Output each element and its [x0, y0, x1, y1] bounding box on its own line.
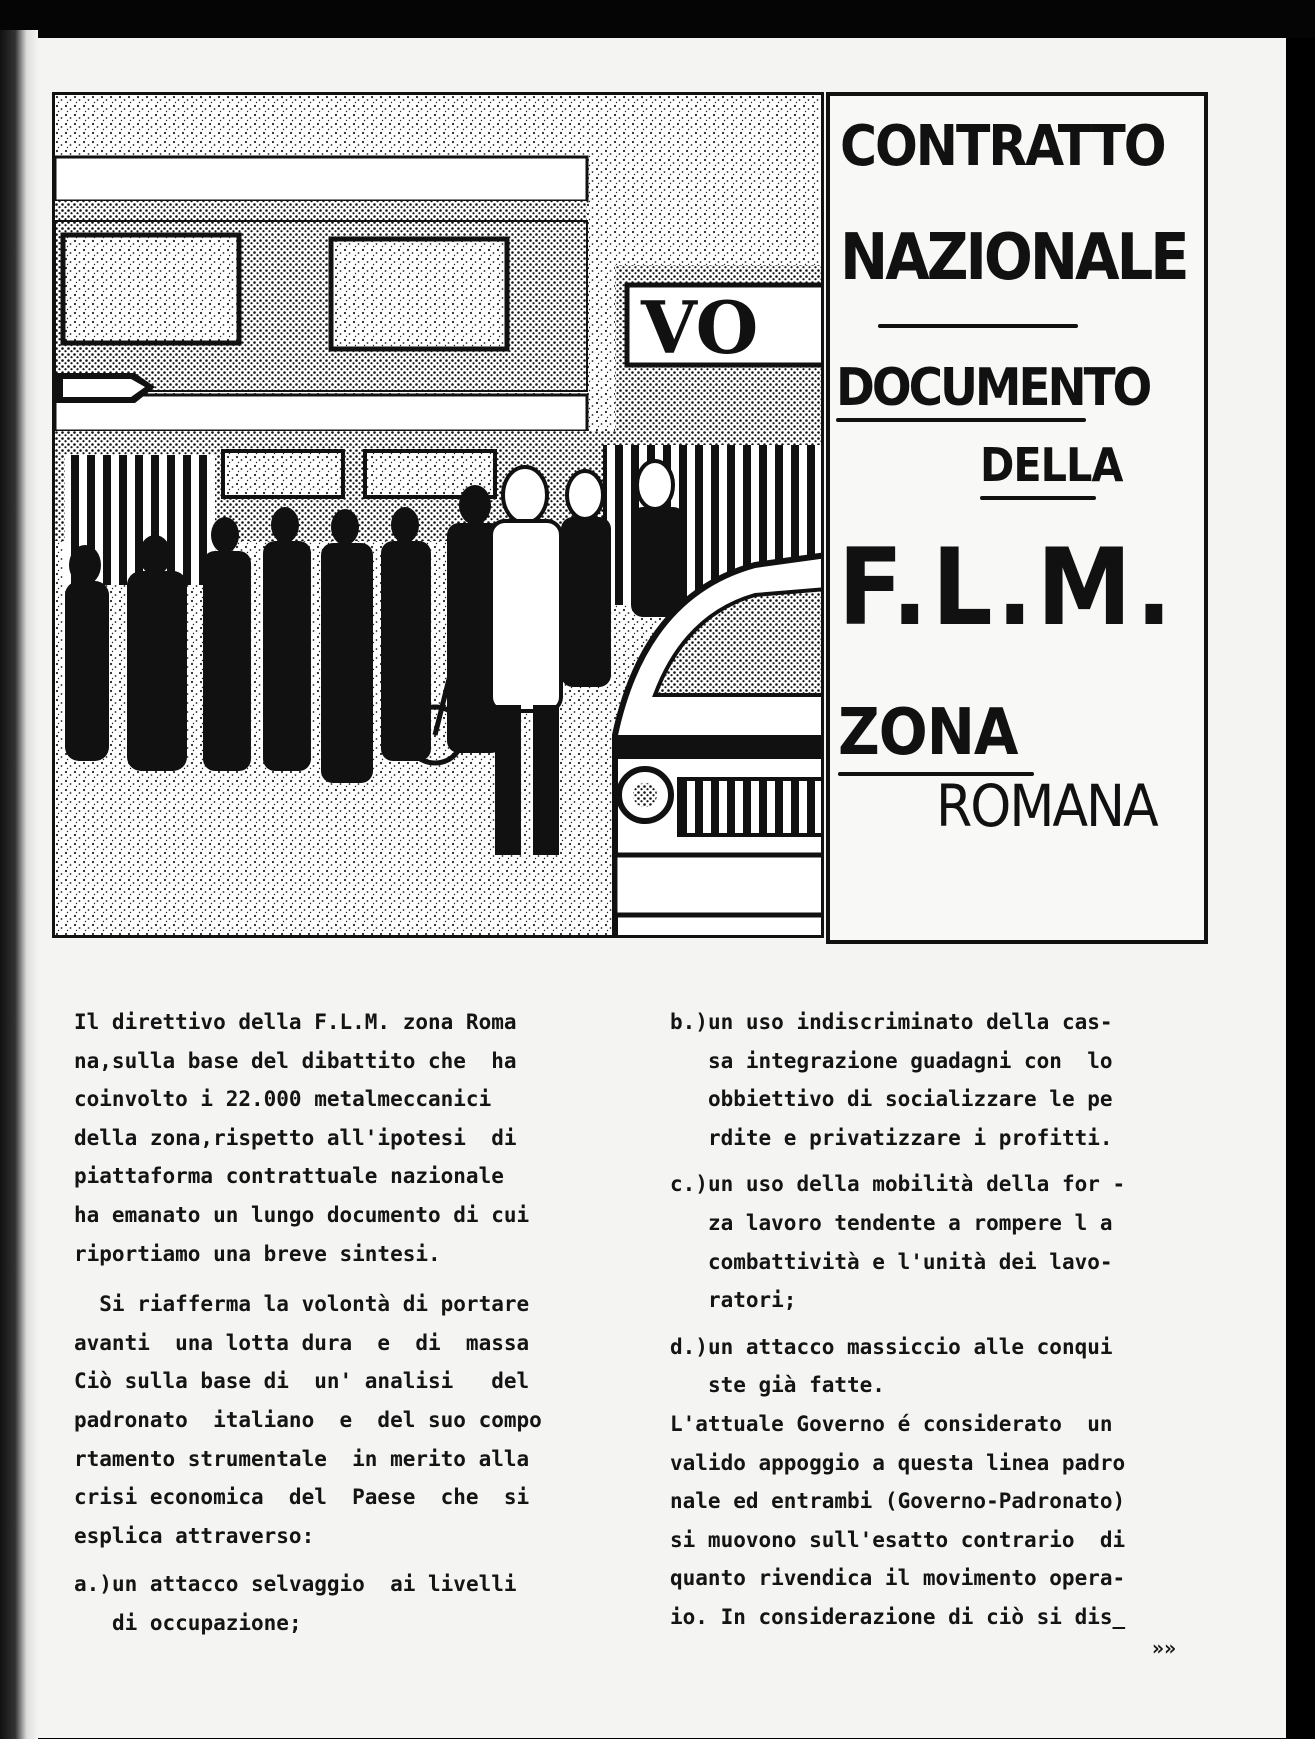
list-item-c-line: za lavoro tendente a rompere l a: [707, 1210, 1113, 1235]
title-flm: F.L.M.: [838, 526, 1176, 649]
right-para-line: io. In considerazione di ciò si dis_: [670, 1604, 1126, 1629]
right-para-line: valido appoggio a questa linea padro: [670, 1450, 1126, 1475]
list-item-b-line: obbiettivo di socializzare le pe: [707, 1087, 1113, 1112]
title-zona: ZONA: [838, 696, 1018, 770]
left-para1-line: piattaforma contrattuale nazionale: [74, 1164, 504, 1189]
right-para-line: si muovono sull'esatto contrario di: [670, 1527, 1126, 1552]
title-documento: DOCUMENTO: [836, 358, 1150, 418]
right-para-line: L'attuale Governo é considerato un: [670, 1411, 1113, 1436]
title-della: DELLA: [980, 438, 1123, 492]
left-para1-line: Il direttivo della F.L.M. zona Roma: [74, 1010, 517, 1034]
left-para2-line: padronato italiano e del suo compo: [74, 1407, 542, 1432]
list-item-c: [670, 1165, 1210, 1319]
left-para1-line: ha emanato un lungo documento di cui: [74, 1202, 530, 1227]
list-item-b-label: b.): [670, 1010, 708, 1034]
left-para1-line: coinvolto i 22.000 metalmeccanici: [74, 1087, 492, 1112]
left-para2-line: Si riafferma la volontà di portare: [74, 1292, 530, 1317]
text-column-left: [74, 1003, 614, 1643]
right-para-line: quanto rivendica il movimento opera-: [670, 1566, 1126, 1591]
left-para2-line: esplica attraverso:: [74, 1523, 315, 1548]
list-item-a-label: a.): [74, 1572, 112, 1597]
list-item-b: [670, 1003, 1210, 1157]
list-item-b-line: un uso indiscriminato della cas-: [707, 1010, 1113, 1034]
title-underline-3: [980, 496, 1096, 500]
right-para-line: nale ed entrambi (Governo-Padronato): [670, 1489, 1126, 1514]
left-para1-line: riportiamo una breve sintesi.: [74, 1241, 441, 1266]
left-para2-line: crisi economica del Paese che si: [74, 1485, 530, 1510]
list-item-d: [670, 1328, 1210, 1405]
left-para2-line: Ciò sulla base di un' analisi del: [74, 1369, 530, 1394]
title-nazionale: NAZIONALE: [840, 221, 1187, 295]
left-para2-line: avanti una lotta dura e di massa: [74, 1330, 530, 1355]
list-item-a-line: di occupazione;: [111, 1610, 302, 1635]
factory-gate-drawing: [55, 95, 824, 938]
list-item-d-label: d.): [670, 1334, 708, 1359]
list-item-a: [74, 1565, 614, 1642]
sign-vo: VO: [641, 285, 759, 370]
continue-mark: »»: [1151, 1635, 1176, 1660]
list-item-c-line: combattività e l'unità dei lavo-: [707, 1249, 1113, 1274]
list-item-c-label: c.): [670, 1172, 708, 1197]
list-item-c-line: ratori;: [707, 1288, 797, 1313]
title-box: [826, 92, 1208, 944]
list-item-b-line: rdite e privatizzare i profitti.: [707, 1125, 1113, 1150]
title-contratto: CONTRATTO: [840, 114, 1165, 179]
scan-top-border: [0, 0, 1315, 38]
text-column-right: [670, 1003, 1210, 1659]
left-para2-line: rtamento strumentale in merito alla: [74, 1446, 530, 1471]
title-underline-2: [836, 418, 1086, 422]
list-item-c-line: un uso della mobilità della for -: [707, 1172, 1126, 1197]
title-romana: ROMANA: [936, 772, 1157, 840]
list-item-b-line: sa integrazione guadagni con lo: [707, 1048, 1113, 1073]
list-item-d-line: un attacco massiccio alle conqui: [707, 1334, 1113, 1359]
list-item-d-line: ste già fatte.: [707, 1373, 885, 1398]
title-underline-1: [878, 324, 1078, 328]
left-para1-line: della zona,rispetto all'ipotesi di: [74, 1125, 517, 1150]
binding-shadow: [0, 30, 38, 1739]
left-para1-line: na,sulla base del dibattito che ha: [74, 1048, 517, 1073]
illustration-factory-gate: [52, 92, 824, 938]
list-item-a-line: un attacco selvaggio ai livelli: [111, 1572, 517, 1597]
